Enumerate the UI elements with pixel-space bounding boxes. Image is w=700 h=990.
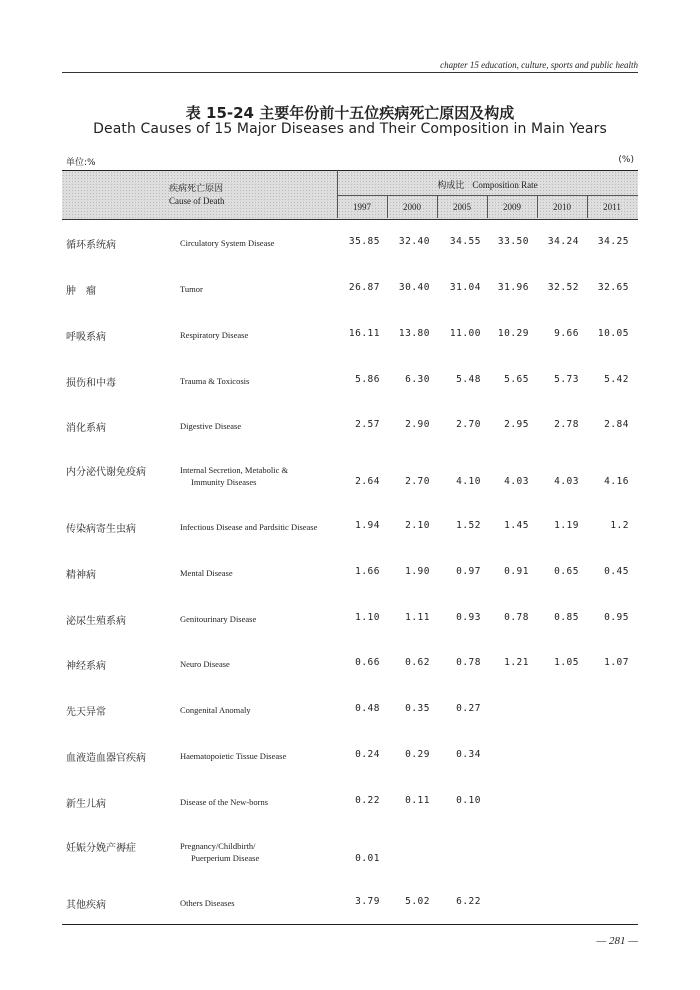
row-cause-en xyxy=(180,521,317,533)
cell-value: 1.10 xyxy=(355,612,380,623)
cell-value: 0.93 xyxy=(456,612,481,623)
cell-value: 0.11 xyxy=(405,795,430,806)
cell-value: 0.01 xyxy=(355,853,380,864)
row-cause-en-line1: Haematopoietic Tissue Disease xyxy=(180,751,287,761)
cell-value: 5.02 xyxy=(405,896,430,907)
row-cause-en xyxy=(180,237,274,249)
row-cause-en-line1: Infectious Disease and Pardsitic Disease xyxy=(180,522,318,532)
row-cause-en-line1: Digestive Disease xyxy=(180,421,242,431)
table-title-english: Death Causes of 15 Major Diseases and Their Composition in Main Years xyxy=(93,121,607,137)
cell-value: 0.85 xyxy=(554,612,579,623)
cell-value: 32.65 xyxy=(597,282,629,293)
table-title-chinese: 表 15-24 主要年份前十五位疾病死亡原因及构成 xyxy=(185,104,515,122)
cell-value: 2.70 xyxy=(405,476,430,487)
row-cause-en-line1: Circulatory System Disease xyxy=(180,238,275,248)
row-cause-cn: 血液造血器官疾病 xyxy=(66,753,146,764)
running-head: chapter 15 education, culture, sports and public health xyxy=(440,60,638,70)
row-cause-en-line1: Internal Secretion, Metabolic & xyxy=(180,465,289,475)
row-cause-en-line1: Congenital Anomaly xyxy=(180,705,251,715)
cell-value: 5.86 xyxy=(355,374,380,385)
cell-value: 31.04 xyxy=(449,282,481,293)
row-cause-en xyxy=(180,283,203,295)
cell-value: 2.64 xyxy=(355,476,380,487)
cell-value: 2.84 xyxy=(604,419,629,430)
row-cause-en-line1: Pregnancy/Childbirth/ xyxy=(180,841,256,851)
row-cause-cn: 新生儿病 xyxy=(66,799,106,810)
cell-value: 0.95 xyxy=(604,612,629,623)
row-cause-en-line1: Genitourinary Disease xyxy=(180,614,257,624)
row-cause-cn: 妊娠分娩产褥症 xyxy=(66,843,136,854)
row-cause-cn: 循环系统病 xyxy=(66,240,116,251)
row-cause-en-line1: Neuro Disease xyxy=(180,659,230,669)
row-cause-en-line1: Disease of the New-borns xyxy=(180,797,269,807)
cell-value: 2.10 xyxy=(405,520,430,531)
row-cause-en xyxy=(180,750,286,762)
cell-value: 9.66 xyxy=(554,328,579,339)
cell-value: 1.11 xyxy=(405,612,430,623)
cell-value: 5.48 xyxy=(456,374,481,385)
cell-value: 1.52 xyxy=(456,520,481,531)
cell-value: 31.96 xyxy=(497,282,529,293)
cell-value: 0.35 xyxy=(405,703,430,714)
cell-value: 10.29 xyxy=(497,328,529,339)
cell-value: 4.10 xyxy=(456,476,481,487)
unit-label: 单位:% xyxy=(66,158,96,168)
cell-value: 4.03 xyxy=(554,476,579,487)
row-cause-cn: 消化系病 xyxy=(66,423,106,434)
cell-value: 0.34 xyxy=(456,749,481,760)
cell-value: 11.00 xyxy=(449,328,481,339)
row-cause-en xyxy=(180,613,256,625)
unit-label-right: (%) xyxy=(618,155,634,165)
row-cause-en-line2: Immunity Diseases xyxy=(191,477,257,487)
cell-value: 1.05 xyxy=(554,657,579,668)
cell-value: 0.48 xyxy=(355,703,380,714)
row-cause-en-line2: Puerperium Disease xyxy=(191,853,260,863)
row-cause-cn: 内分泌代谢免疫病 xyxy=(66,467,146,478)
row-cause-en-line1: Trauma & Toxicosis xyxy=(180,376,250,386)
cell-value: 1.07 xyxy=(604,657,629,668)
row-cause-cn: 损伤和中毒 xyxy=(66,378,116,389)
header-rule xyxy=(62,72,638,73)
row-cause-en-line1: Tumor xyxy=(180,284,203,294)
row-cause-cn: 呼吸系病 xyxy=(66,332,106,343)
cell-value: 5.42 xyxy=(604,374,629,385)
cell-value: 32.40 xyxy=(398,236,430,247)
cell-value: 0.91 xyxy=(504,566,529,577)
row-cause-en xyxy=(180,840,259,864)
cell-value: 5.73 xyxy=(554,374,579,385)
cell-value: 2.70 xyxy=(456,419,481,430)
row-cause-cn: 先天异常 xyxy=(66,707,106,718)
page-number: — 281 — xyxy=(596,935,638,947)
cell-value: 2.57 xyxy=(355,419,380,430)
row-cause-en xyxy=(180,897,235,909)
cell-value: 0.97 xyxy=(456,566,481,577)
year-header: 2009 xyxy=(503,202,521,212)
header-composition xyxy=(337,178,638,191)
cell-value: 10.05 xyxy=(597,328,629,339)
cell-value: 0.78 xyxy=(504,612,529,623)
header-composition-en: Composition Rate xyxy=(472,180,538,190)
row-cause-en xyxy=(180,329,248,341)
cell-value: 3.79 xyxy=(355,896,380,907)
row-cause-en-line1: Others Diseases xyxy=(180,898,235,908)
cell-value: 0.27 xyxy=(456,703,481,714)
cell-value: 1.2 xyxy=(610,520,629,531)
row-cause-en xyxy=(180,464,288,488)
row-cause-en xyxy=(180,375,249,387)
cell-value: 13.80 xyxy=(398,328,430,339)
row-cause-en xyxy=(180,567,233,579)
header-cause-cn: 疾病死亡原因 xyxy=(169,184,224,194)
cell-value: 34.25 xyxy=(597,236,629,247)
cell-value: 26.87 xyxy=(348,282,380,293)
cell-value: 4.03 xyxy=(504,476,529,487)
cell-value: 1.90 xyxy=(405,566,430,577)
cell-value: 0.10 xyxy=(456,795,481,806)
cell-value: 6.30 xyxy=(405,374,430,385)
cell-value: 16.11 xyxy=(348,328,380,339)
row-cause-cn: 肿 瘤 xyxy=(66,286,96,297)
cell-value: 1.45 xyxy=(504,520,529,531)
row-cause-cn: 神经系病 xyxy=(66,661,106,672)
cell-value: 1.21 xyxy=(504,657,529,668)
year-header: 2000 xyxy=(403,202,421,212)
cell-value: 34.24 xyxy=(547,236,579,247)
year-header: 2005 xyxy=(453,202,471,212)
cell-value: 2.90 xyxy=(405,419,430,430)
header-composition-cn: 构成比 xyxy=(437,181,465,191)
row-cause-en xyxy=(180,658,230,670)
cell-value: 2.95 xyxy=(504,419,529,430)
row-cause-en-line1: Respiratory Disease xyxy=(180,330,249,340)
header-cause-en: Cause of Death xyxy=(169,196,225,206)
cell-value: 1.66 xyxy=(355,566,380,577)
cell-value: 6.22 xyxy=(456,896,481,907)
year-header: 2011 xyxy=(603,202,621,212)
cell-value: 0.29 xyxy=(405,749,430,760)
table-bottom-rule xyxy=(62,924,638,925)
row-cause-cn: 其他疾病 xyxy=(66,900,106,911)
cell-value: 33.50 xyxy=(497,236,529,247)
cell-value: 30.40 xyxy=(398,282,430,293)
row-cause-en xyxy=(180,704,251,716)
cell-value: 0.22 xyxy=(355,795,380,806)
cell-value: 34.55 xyxy=(449,236,481,247)
cell-value: 0.78 xyxy=(456,657,481,668)
cell-value: 1.19 xyxy=(554,520,579,531)
cell-value: 1.94 xyxy=(355,520,380,531)
row-cause-en xyxy=(180,420,241,432)
cell-value: 5.65 xyxy=(504,374,529,385)
cell-value: 0.24 xyxy=(355,749,380,760)
row-cause-cn: 泌尿生殖系病 xyxy=(66,616,126,627)
cell-value: 0.62 xyxy=(405,657,430,668)
cell-value: 0.65 xyxy=(554,566,579,577)
row-cause-cn: 传染病寄生虫病 xyxy=(66,524,136,535)
row-cause-en xyxy=(180,796,268,808)
cell-value: 2.78 xyxy=(554,419,579,430)
cell-value: 0.45 xyxy=(604,566,629,577)
row-cause-en-line1: Mental Disease xyxy=(180,568,233,578)
year-header: 1997 xyxy=(353,202,371,212)
cell-value: 32.52 xyxy=(547,282,579,293)
cell-value: 4.16 xyxy=(604,476,629,487)
row-cause-cn: 精神病 xyxy=(66,570,96,581)
cell-value: 35.85 xyxy=(348,236,380,247)
cell-value: 0.66 xyxy=(355,657,380,668)
year-header: 2010 xyxy=(553,202,571,212)
